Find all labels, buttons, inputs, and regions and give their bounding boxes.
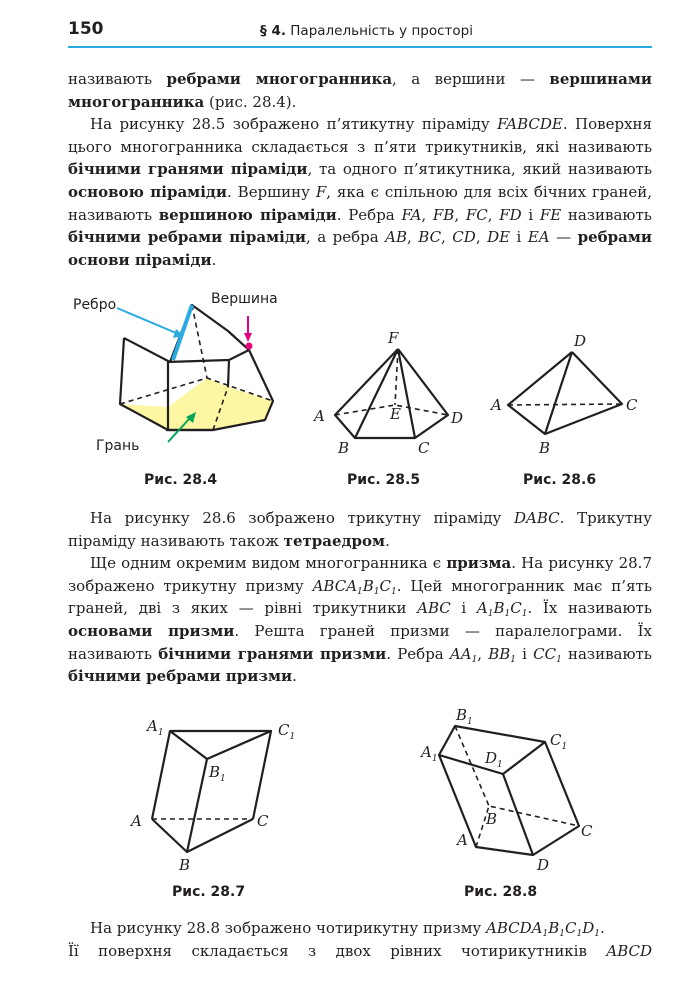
paragraph-6: Її поверхня складається з двох рівних чотирикутників ABCD: [68, 941, 652, 960]
figure-28-6: [488, 330, 648, 460]
paragraph-3: На рисунку 28.6 зображено трикутну піраміду DABC. Трикутну піраміду називають також тетраедром.: [68, 509, 652, 550]
label-E: E: [390, 405, 401, 423]
label-C1: $C_1$: [550, 731, 568, 752]
paragraph-4: Ще одним окремим видом многогранника є призма. На рисунку 28.7 зображено трикутну призму $ABCA_1B_1C_1$. Цей многогранник має п’ять граней, дві з яких — рівні трикутники ABC і $A_1B_1C_1$. Їх називають основами призми. Решта граней призми — паралелограми. Їх називають бічними гранями призми. Ребра $AA_1$, $BB_1$ і $CC_1$ називають бічними ребрами призми.: [68, 554, 652, 686]
label-A: A: [131, 812, 142, 830]
section-title: § 4. Паралельність у просторі: [260, 23, 473, 39]
label-B1: $B_1$: [209, 763, 226, 784]
paragraph-5: На рисунку 28.8 зображено чотирикутну призму $ABCDA_1B_1C_1D_1$.: [90, 919, 605, 939]
label-B1: $B_1$: [456, 706, 473, 727]
label-C: C: [257, 812, 269, 830]
paragraph-2: На рисунку 28.5 зображено п’ятикутну піраміду FABCDE. Поверхня цього многогранника складається з п’яти трикутників, які називають бічними гранями піраміди, та одного п’ятикутника, який називають основою піраміди. Вершину F, яка є спільною для всіх бічних граней, називають вершиною піраміди. Ребра FA, FB, FC, FD і FE називають бічними ребрами піраміди, а ребра AB, BC, CD, DE і EA — ребрами основи піраміди.: [68, 115, 652, 269]
label-C: C: [418, 439, 430, 457]
label-A1: $A_1$: [421, 743, 438, 764]
label-D: D: [574, 332, 587, 350]
label-B: B: [486, 810, 498, 828]
caption-28-4: Рис. 28.4: [144, 472, 218, 488]
figure-28-4: [60, 280, 300, 460]
label-A: A: [457, 831, 468, 849]
caption-28-7: Рис. 28.7: [172, 884, 246, 900]
edge-label: Ребро: [73, 297, 117, 313]
caption-28-6: Рис. 28.6: [523, 472, 597, 488]
label-B: B: [338, 439, 350, 457]
caption-28-8: Рис. 28.8: [464, 884, 538, 900]
label-C: C: [626, 396, 638, 414]
label-B: B: [179, 856, 191, 874]
label-A1: $A_1$: [147, 717, 164, 738]
text-block-top: [68, 68, 652, 271]
text-block-middle: [68, 507, 652, 688]
text-block-bottom: [68, 917, 652, 962]
page-number: 150: [68, 19, 104, 39]
figure-28-8: [405, 700, 615, 880]
face-label: Грань: [96, 438, 140, 454]
figure-28-5: [310, 325, 470, 460]
paragraph-1: називають ребрами многогранника, а вершини — вершинами многогранника (рис. 28.4).: [68, 70, 652, 111]
label-D: D: [451, 409, 464, 427]
label-A: A: [491, 396, 502, 414]
page-header: [68, 14, 652, 48]
highlighted-vertex: [246, 343, 253, 350]
label-F: F: [388, 329, 399, 347]
label-D1: $D_1$: [485, 749, 503, 770]
label-D: D: [537, 856, 550, 874]
vertex-label: Вершина: [211, 291, 278, 307]
caption-28-5: Рис. 28.5: [347, 472, 421, 488]
figure-28-7: [125, 705, 315, 875]
label-B: B: [539, 439, 551, 457]
label-C: C: [581, 822, 593, 840]
label-A: A: [314, 407, 325, 425]
edge-pointer: [117, 308, 176, 333]
label-C1: $C_1$: [278, 721, 296, 742]
